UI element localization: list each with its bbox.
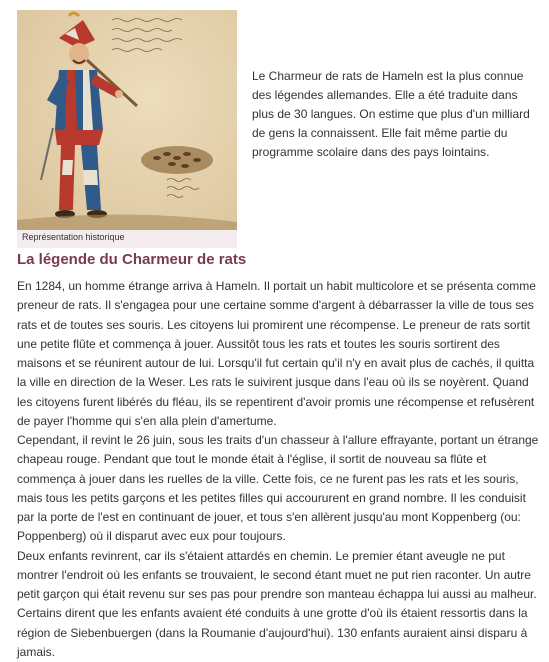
section-heading: La légende du Charmeur de rats [17,251,246,268]
intro-paragraph: Le Charmeur de rats de Hameln est la plus connue des légendes allemandes. Elle a été traduite dans plus de 30 langues. On estime que plus d'un milliard de gens la connaissent. Elle fait même partie du programme scolaire dans des pays lointains. [252,67,534,162]
legend-text [17,277,539,662]
historical-figure [17,10,237,248]
paragraph: Cependant, il revint le 26 juin, sous les traits d'un chasseur à l'allure effrayante, portant un étrange chapeau rouge. Pendant que tout le monde était à l'église, il sortit de nouveau sa flûte et commença à jouer dans les ruelles de la ville. Cette fois, ce ne furent pas les rats et les souris, mais tous les petits garçons et les petites filles qui accoururent en grand nombre. Il les conduisit par la porte de l'est en continuant de jouer, et tous s'en allèrent jusqu'au mont Koppenberg (ou: Poppenberg) où il disparut avec eux pour toujours. [17,431,539,547]
figure-caption: Représentation historique [22,232,125,242]
paragraph: Deux enfants revinrent, car ils s'étaient attardés en chemin. Le premier étant aveugle ne put montrer l'endroit où les enfants se trouvaient, le second étant muet ne put rien raconter. Un autre petit garçon qui était revenu sur ses pas pour prendre son manteau échappa lui aussi au malheur. Certains dirent que les enfants avaient été conduits à une grotte d'où ils étaient ressortis dans la région de Siebenbuergen (dans la Roumanie d'aujourd'hui). 130 enfants auraient ainsi disparu à jamais. [17,547,539,662]
paragraph: En 1284, un homme étrange arriva à Hameln. Il portait un habit multicolore et se présenta comme preneur de rats. Il s'engagea pour une certaine somme d'argent à débarrasser la ville de tous ses rats et de toutes ses souris. Les citoyens lui promirent une récompense. Le preneur de rats sortit une petite flûte et commença à jouer. Aussitôt tous les rats et toutes les souris sortirent des maisons et se réunirent autour de lui. Lorsqu'il fut certain qu'il n'y en avait plus de cachés, il quitta la ville en direction de la Weser. Les rats le suivirent jusque dans l'eau où ils se noyèrent. Quand les citoyens furent libérés du fléau, ils se repentirent d'avoir promis une récompense et refusèrent de payer l'homme qui s'en alla plein d'amertume. [17,277,539,431]
pied-piper-illustration [17,10,237,230]
